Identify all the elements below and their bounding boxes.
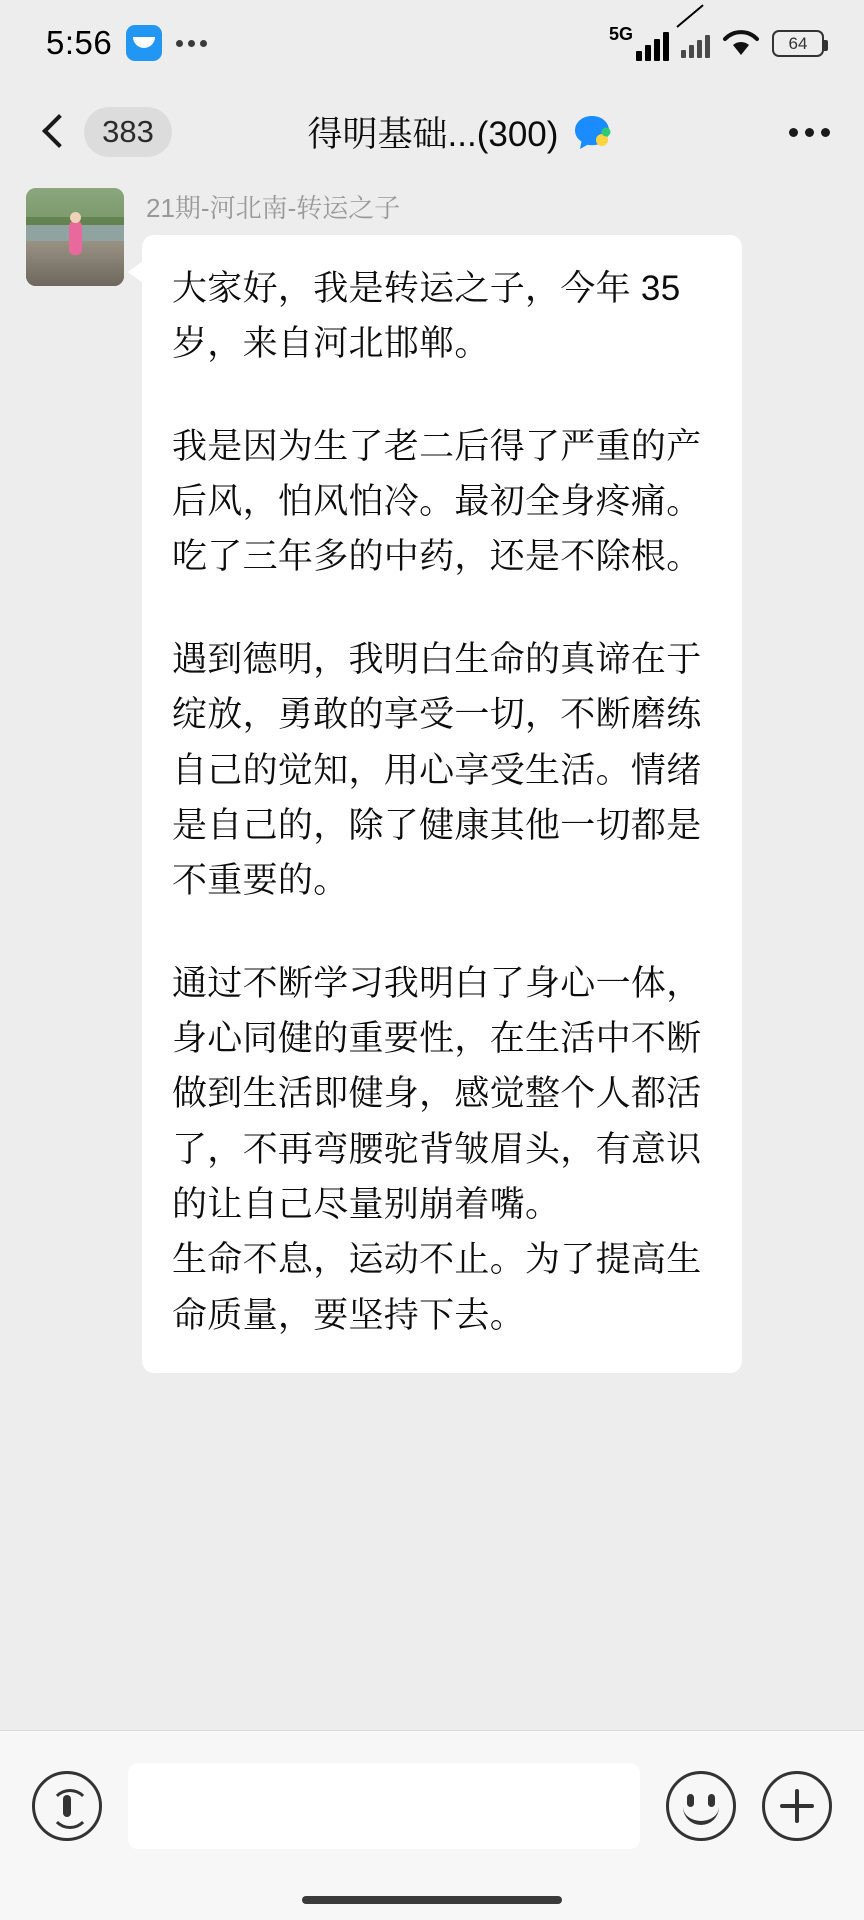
home-indicator[interactable] <box>0 1880 864 1920</box>
avatar[interactable] <box>26 188 124 286</box>
message-bubble[interactable] <box>142 235 742 1373</box>
chat-message <box>0 188 864 1373</box>
network-type-label: 5G <box>608 24 633 44</box>
status-bar-right <box>609 25 824 61</box>
battery-level: 64 <box>788 33 808 53</box>
chat-message-list[interactable] <box>0 178 864 1730</box>
wifi-icon <box>722 28 760 58</box>
bubble-wrapper <box>142 235 836 1373</box>
nav-bar <box>0 86 864 178</box>
message-input-bar <box>0 1730 864 1880</box>
message-input[interactable] <box>128 1763 640 1849</box>
nav-title-group <box>152 107 770 157</box>
message-paragraph: 遇到德明，我明白生命的真谛在于绽放，勇敢的享受一切，不断磨练自己的觉知，用心享受生活。情绪是自己的，除了健康其他一切都是不重要的。 <box>172 639 702 901</box>
message-paragraph: 我是因为生了老二后得了严重的产后风，怕风怕冷。最初全身疼痛。吃了三年多的中药，还是不除根。 <box>172 426 702 577</box>
app-badge-icon <box>126 25 162 61</box>
message-paragraph: 生命不息，运动不止。为了提高生命质量，要坚持下去。 <box>172 1240 702 1335</box>
page-title: 得明基础...(300) <box>307 115 559 154</box>
unread-count-label: 383 <box>102 114 154 149</box>
signal-icon <box>609 25 669 61</box>
status-bar <box>0 0 864 86</box>
message-body <box>142 188 836 1373</box>
plus-icon[interactable] <box>762 1771 832 1841</box>
status-clock: 5:56 <box>46 24 113 61</box>
status-bar-left <box>46 24 207 62</box>
more-dots-icon <box>176 40 207 47</box>
chat-bubble-icon[interactable] <box>570 110 614 154</box>
signal-secondary-icon <box>681 28 710 58</box>
emoji-icon[interactable] <box>666 1771 736 1841</box>
more-options-icon[interactable] <box>770 128 830 137</box>
back-icon[interactable] <box>38 110 72 154</box>
message-sender-name: 21期-河北南-转运之子 <box>146 193 401 223</box>
voice-input-icon[interactable] <box>32 1771 102 1841</box>
message-paragraph: 大家好，我是转运之子，今年 35 岁，来自河北邯郸。 <box>172 269 681 364</box>
message-paragraph: 通过不断学习我明白了身心一体，身心同健的重要性，在生活中不断做到生活即健身，感觉整个人都活了，不再弯腰驼背皱眉头，有意识的让自己尽量别崩着嘴。 <box>172 963 702 1224</box>
battery-icon <box>772 30 824 57</box>
